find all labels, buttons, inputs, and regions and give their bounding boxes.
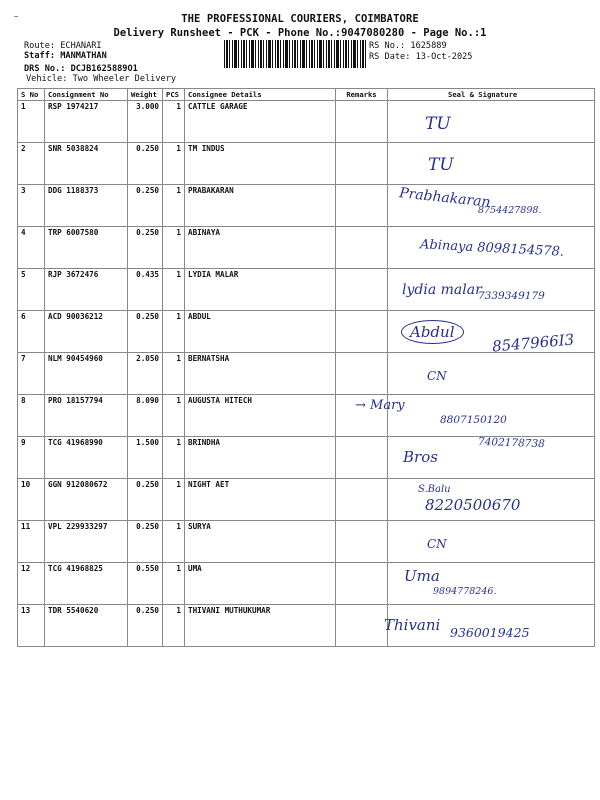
cell-sno: 9 xyxy=(18,437,45,479)
cell-weight: 0.250 xyxy=(128,479,163,521)
cell-pcs: 1 xyxy=(163,395,185,437)
handwritten-signature: Thivani xyxy=(384,616,441,634)
table-row xyxy=(18,521,595,563)
cell-pcs: 1 xyxy=(163,605,185,647)
cell-remarks xyxy=(336,353,388,395)
cell-consignment: RJP 3672476 xyxy=(45,269,128,311)
cell-consignee: BERNATSHA xyxy=(185,353,336,395)
handwritten-signature: TU xyxy=(428,155,454,175)
rs-date: RS Date: 13-Oct-2025 xyxy=(369,52,473,62)
cell-signature xyxy=(388,353,595,395)
cell-weight: 1.500 xyxy=(128,437,163,479)
handwritten-phone: 7402178738 xyxy=(477,435,546,451)
cell-pcs: 1 xyxy=(163,353,185,395)
vehicle-label: Vehicle: Two Wheeler Delivery xyxy=(26,74,177,84)
table-row xyxy=(18,563,595,605)
runsheet-table xyxy=(17,88,595,647)
cell-sno: 3 xyxy=(18,185,45,227)
handwritten-signature: lydia malar xyxy=(402,282,482,298)
col-header-remarks: Remarks xyxy=(336,89,388,101)
cell-pcs: 1 xyxy=(163,479,185,521)
table-row xyxy=(18,143,595,185)
cell-signature xyxy=(388,101,595,143)
cell-sno: 11 xyxy=(18,521,45,563)
cell-weight: 8.090 xyxy=(128,395,163,437)
cell-consignment: TDR 5540620 xyxy=(45,605,128,647)
handwritten-phone: 8547966I3 xyxy=(491,330,575,356)
handwritten-signature: Abdul xyxy=(401,320,464,344)
cell-consignment: SNR 5038824 xyxy=(45,143,128,185)
cell-consignment: VPL 229933297 xyxy=(45,521,128,563)
cell-pcs: 1 xyxy=(163,521,185,563)
cell-consignee: ABINAYA xyxy=(185,227,336,269)
cell-sno: 8 xyxy=(18,395,45,437)
corner-mark: ~ xyxy=(14,13,19,21)
cell-weight: 0.250 xyxy=(128,227,163,269)
col-header-signature: Seal & Signature xyxy=(388,89,595,101)
cell-weight: 3.000 xyxy=(128,101,163,143)
drs-number: DRS No.: DCJB1625889O1 xyxy=(24,64,138,74)
cell-consignment: TCG 41968825 xyxy=(45,563,128,605)
cell-remarks xyxy=(336,437,388,479)
cell-weight: 2.050 xyxy=(128,353,163,395)
cell-consignee: LYDIA MALAR xyxy=(185,269,336,311)
cell-pcs: 1 xyxy=(163,143,185,185)
cell-consignment: GGN 912080672 xyxy=(45,479,128,521)
table-row xyxy=(18,395,595,437)
cell-pcs: 1 xyxy=(163,227,185,269)
table-row xyxy=(18,353,595,395)
cell-consignment: NLM 90454960 xyxy=(45,353,128,395)
cell-consignee: TM INDUS xyxy=(185,143,336,185)
cell-signature xyxy=(388,143,595,185)
cell-consignment: ACD 90036212 xyxy=(45,311,128,353)
cell-remarks xyxy=(336,143,388,185)
staff-label: Staff: MANMATHAN xyxy=(24,51,107,61)
cell-weight: 0.250 xyxy=(128,311,163,353)
cell-remarks xyxy=(336,563,388,605)
col-header-pcs: PCS xyxy=(163,89,185,101)
route-label: Route: ECHANARI xyxy=(24,41,102,51)
cell-pcs: 1 xyxy=(163,563,185,605)
cell-sno: 4 xyxy=(18,227,45,269)
handwritten-signature: Abinaya 8098154578. xyxy=(419,237,565,260)
runsheet-subtitle: Delivery Runsheet - PCK - Phone No.:9047080280 - Page No.:1 xyxy=(113,27,487,39)
cell-remarks xyxy=(336,521,388,563)
cell-weight: 0.435 xyxy=(128,269,163,311)
handwritten-phone: 8754427898. xyxy=(478,205,542,216)
cell-weight: 0.250 xyxy=(128,143,163,185)
cell-remarks xyxy=(336,269,388,311)
cell-consignee: UMA xyxy=(185,563,336,605)
cell-weight: 0.250 xyxy=(128,521,163,563)
cell-sno: 2 xyxy=(18,143,45,185)
cell-weight: 0.250 xyxy=(128,185,163,227)
cell-consignee: BRINDHA xyxy=(185,437,336,479)
cell-consignee: NIGHT AET xyxy=(185,479,336,521)
cell-sno: 6 xyxy=(18,311,45,353)
handwritten-phone: 9894778246. xyxy=(433,586,497,597)
rs-number: RS No.: 1625889 xyxy=(369,41,447,51)
cell-pcs: 1 xyxy=(163,185,185,227)
handwritten-signature: Bros xyxy=(403,448,438,466)
col-header-consignee: Consignee Details xyxy=(185,89,336,101)
cell-consignment: TRP 6007580 xyxy=(45,227,128,269)
col-header-consignment: Consignment No xyxy=(45,89,128,101)
handwritten-signature: S.Balu xyxy=(418,484,451,495)
cell-sno: 10 xyxy=(18,479,45,521)
cell-remarks xyxy=(336,227,388,269)
company-title: THE PROFESSIONAL COURIERS, COIMBATORE xyxy=(181,13,419,25)
cell-sno: 12 xyxy=(18,563,45,605)
cell-pcs: 1 xyxy=(163,437,185,479)
cell-pcs: 1 xyxy=(163,101,185,143)
handwritten-signature: → Mary xyxy=(355,398,405,413)
cell-signature xyxy=(388,521,595,563)
table-header-row xyxy=(18,89,595,101)
handwritten-phone: 8807150120 xyxy=(440,414,507,426)
cell-consignment: TCG 41968990 xyxy=(45,437,128,479)
cell-consignee: ABDUL xyxy=(185,311,336,353)
cell-sno: 1 xyxy=(18,101,45,143)
cell-consignment: RSP 1974217 xyxy=(45,101,128,143)
handwritten-phone: 9360019425 xyxy=(450,625,530,640)
cell-consignment: PRO 18157794 xyxy=(45,395,128,437)
handwritten-signature: Prabhakaran xyxy=(398,185,492,211)
cell-pcs: 1 xyxy=(163,269,185,311)
cell-consignee: THIVANI MUTHUKUMAR xyxy=(185,605,336,647)
col-header-sno: S No xyxy=(18,89,45,101)
cell-remarks xyxy=(336,605,388,647)
cell-consignee: CATTLE GARAGE xyxy=(185,101,336,143)
handwritten-signature: CN xyxy=(427,537,447,551)
cell-remarks xyxy=(336,479,388,521)
handwritten-phone: 7339349179 xyxy=(478,290,545,302)
cell-sno: 5 xyxy=(18,269,45,311)
cell-weight: 0.250 xyxy=(128,605,163,647)
cell-consignee: SURYA xyxy=(185,521,336,563)
table-row xyxy=(18,101,595,143)
cell-consignee: PRABAKARAN xyxy=(185,185,336,227)
cell-pcs: 1 xyxy=(163,311,185,353)
cell-sno: 13 xyxy=(18,605,45,647)
cell-remarks xyxy=(336,311,388,353)
cell-consignee: AUGUSTA HITECH xyxy=(185,395,336,437)
cell-remarks xyxy=(336,101,388,143)
cell-sno: 7 xyxy=(18,353,45,395)
handwritten-signature: Uma xyxy=(404,567,440,585)
col-header-weight: Weight xyxy=(128,89,163,101)
cell-remarks xyxy=(336,185,388,227)
handwritten-phone: 8220500670 xyxy=(425,496,521,514)
cell-consignment: DDG 1188373 xyxy=(45,185,128,227)
handwritten-signature: CN xyxy=(427,369,447,383)
cell-weight: 0.550 xyxy=(128,563,163,605)
barcode xyxy=(224,40,366,68)
handwritten-signature: TU xyxy=(425,114,451,134)
